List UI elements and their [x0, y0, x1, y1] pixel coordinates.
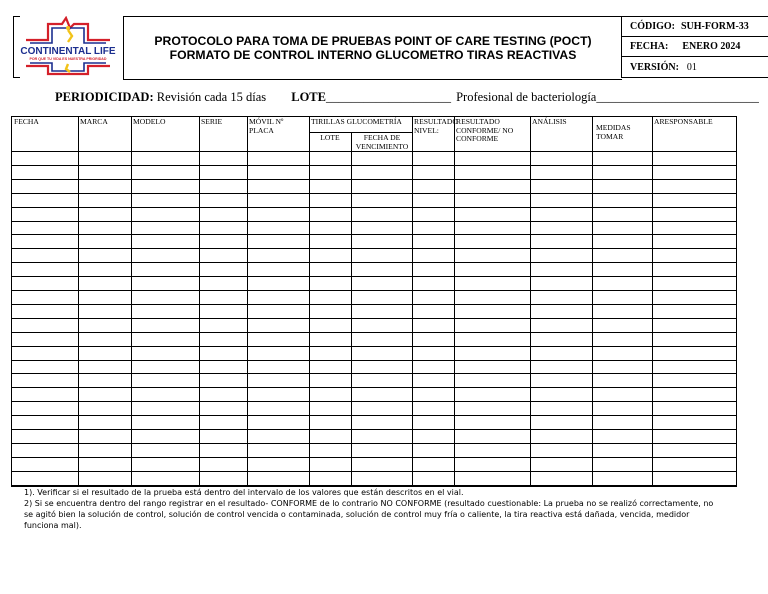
table-row[interactable] [12, 304, 736, 305]
table-row[interactable] [12, 179, 736, 180]
table-row[interactable] [12, 471, 736, 472]
table-row[interactable] [12, 443, 736, 444]
column-divider [454, 117, 455, 486]
column-divider [247, 117, 248, 486]
table-row[interactable] [12, 290, 736, 291]
table-row[interactable] [12, 485, 736, 486]
fecha-label: FECHA: [630, 41, 669, 52]
title-cell [123, 16, 622, 80]
lote-label: LOTE [291, 90, 326, 104]
col-header-marca: MARCA [80, 117, 108, 126]
bacteriologist-label: Profesional de bacteriología [456, 90, 597, 104]
periodicity-line [55, 90, 759, 105]
codigo-label: CÓDIGO: [630, 21, 675, 32]
version-label: VERSIÓN: [630, 61, 679, 73]
table-row[interactable] [12, 332, 736, 333]
col-header-fecha-venc: FECHA DE VENCIMIENTO [355, 133, 409, 151]
column-divider [652, 117, 653, 486]
column-divider [592, 117, 593, 486]
col-header-fecha: FECHA [14, 117, 39, 126]
table-row[interactable] [12, 276, 736, 277]
note-2: 2) Si se encuentra dentro del rango registrar en el resultado- CONFORME de lo contrario NO CONFORME (resultado cuestionable: La prueba no se realizó correctamente, no se agitó bien la solución de control, solución de control vencida o contaminada, solución de control muy fría o caliente, la tira reactiva está dañada, vencida, medidor funciona mal). [24, 499, 714, 530]
column-divider [351, 132, 352, 486]
lote-field[interactable]: ____________________ [325, 90, 451, 104]
logo-cell [13, 16, 124, 78]
table-row[interactable] [12, 151, 736, 152]
table-row[interactable] [12, 193, 736, 194]
control-table [11, 116, 737, 487]
col-header-tirillas: TIRILLAS GLUCOMETRÍA [311, 117, 402, 126]
table-row[interactable] [12, 207, 736, 208]
table-row[interactable] [12, 346, 736, 347]
table-row[interactable] [12, 318, 736, 319]
column-divider [412, 117, 413, 486]
fecha-value: ENERO 2024 [682, 41, 741, 52]
bacteriologist-field[interactable]: __________________________ [596, 90, 759, 104]
col-header-medidas: MEDIDAS TOMAR [596, 123, 631, 141]
column-divider [78, 117, 79, 486]
continental-life-logo [18, 16, 122, 78]
footnotes [24, 487, 724, 531]
table-row[interactable] [12, 221, 736, 222]
column-divider [199, 117, 200, 486]
logo-slogan: POR QUE TU VIDA ES NUESTRA PRIORIDAD [29, 57, 107, 61]
version-row [622, 57, 768, 77]
col-header-resultado-nivel: RESULTADO NIVEL: [414, 117, 458, 135]
col-header-responsable: ARESPONSABLE [654, 117, 713, 126]
column-divider [530, 117, 531, 486]
table-row[interactable] [12, 248, 736, 249]
table-row[interactable] [12, 234, 736, 235]
tirillas-subheader-divider [309, 132, 413, 133]
fecha-row [622, 37, 768, 57]
col-header-analisis: ANÁLISIS [532, 117, 567, 126]
codigo-row [622, 17, 768, 37]
form-title-line1: PROTOCOLO PARA TOMA DE PRUEBAS POINT OF CARE TESTING (POCT) [154, 34, 592, 48]
table-row[interactable] [12, 429, 736, 430]
col-header-movil: MÓVIL Nº PLACA [249, 117, 284, 135]
table-row[interactable] [12, 415, 736, 416]
table-row[interactable] [12, 262, 736, 263]
logo-text: CONTINENTAL LIFE [20, 46, 116, 57]
periodicity-label: PERIODICIDAD: [55, 90, 154, 104]
form-header [13, 16, 768, 78]
col-header-resultado-conforme: RESULTADO CONFORME/ NO CONFORME [456, 117, 514, 143]
table-row[interactable] [12, 373, 736, 374]
table-row[interactable] [12, 387, 736, 388]
table-row[interactable] [12, 360, 736, 361]
note-1: 1). Verificar si el resultado de la prueba está dentro del intervalo de los valores que están descritos en el vial. [24, 488, 464, 497]
periodicity-value: Revisión cada 15 días [156, 90, 267, 104]
col-header-serie: SERIE [201, 117, 223, 126]
version-value: 01 [686, 61, 697, 73]
form-title-line2: FORMATO DE CONTROL INTERNO GLUCOMETRO TIRAS REACTIVAS [169, 48, 577, 62]
table-row[interactable] [12, 401, 736, 402]
table-row[interactable] [12, 165, 736, 166]
col-header-lote: LOTE [320, 133, 340, 142]
codigo-value: SUH-FORM-33 [681, 21, 749, 32]
column-divider [309, 117, 310, 486]
document-meta [621, 16, 768, 78]
column-divider [131, 117, 132, 486]
col-header-modelo: MODELO [133, 117, 166, 126]
table-row[interactable] [12, 457, 736, 458]
